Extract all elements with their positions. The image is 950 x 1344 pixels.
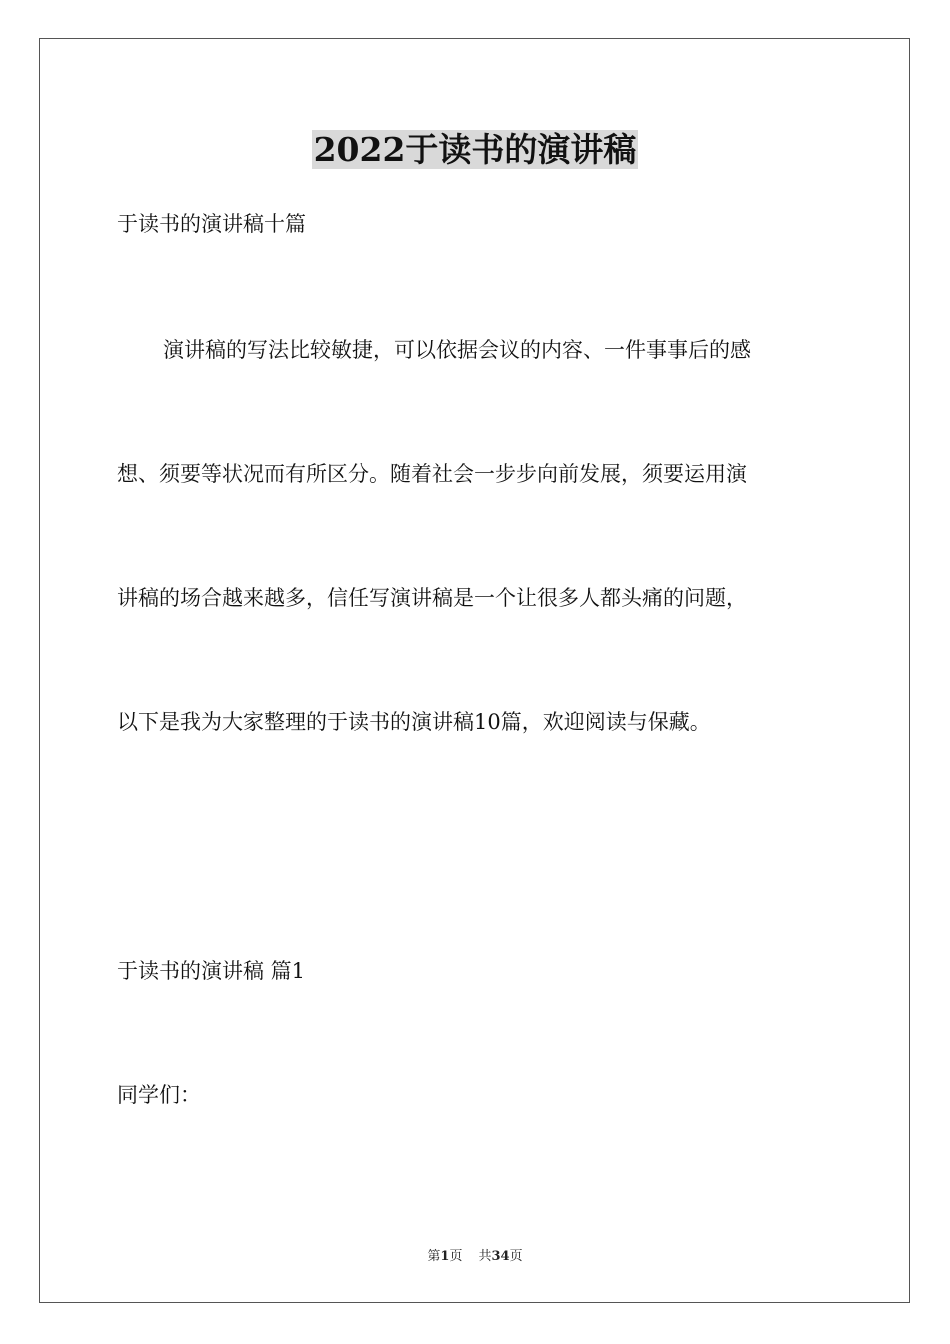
document-title (0, 128, 950, 172)
page-footer (0, 1248, 950, 1266)
greeting: 同学们： (117, 1083, 201, 1107)
footer-page-prefix: 第 (427, 1249, 441, 1264)
intro-line-1: 演讲稿的写法比较敏捷，可以依据会议的内容、一件事事后的感 (163, 338, 751, 362)
intro-line-2: 想、须要等状况而有所区分。随着社会一步步向前发展，须要运用演 (117, 462, 747, 486)
intro-line-4: 以下是我为大家整理的于读书的演讲稿10篇，欢迎阅读与保藏。 (117, 710, 711, 734)
footer-page-suffix: 页 (449, 1249, 463, 1264)
document-subtitle: 于读书的演讲稿十篇 (117, 212, 306, 236)
footer-total-suffix: 页 (509, 1249, 523, 1264)
footer-total-prefix: 共 (478, 1249, 492, 1264)
footer-page-number: 1 (440, 1249, 450, 1264)
document-title-text: 2022于读书的演讲稿 (313, 130, 637, 169)
intro-line-3: 讲稿的场合越来越多，信任写演讲稿是一个让很多人都头痛的问题， (117, 586, 747, 610)
section-heading: 于读书的演讲稿 篇1 (117, 959, 306, 983)
footer-total-pages: 34 (491, 1249, 510, 1264)
